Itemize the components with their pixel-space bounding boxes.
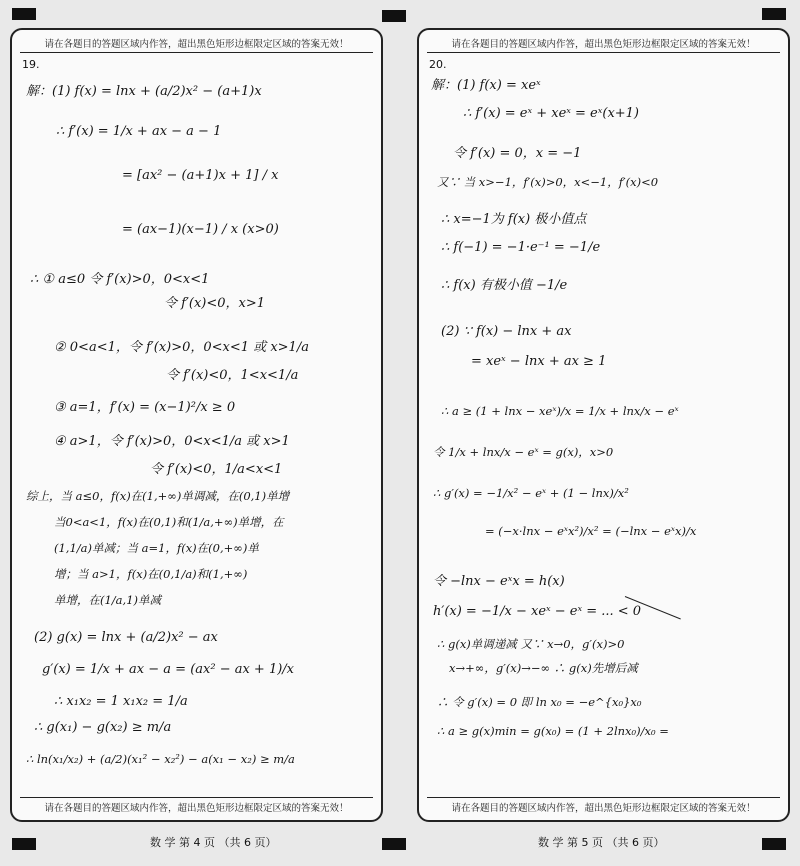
question-number: 19. [22, 58, 40, 71]
handwritten-line: ④ a>1，令 f′(x)>0，0<x<1/a 或 x>1 [54, 434, 290, 449]
handwritten-line: 单增，在(1/a,1)单减 [54, 593, 161, 607]
handwritten-line: 令 f′(x)<0，1/a<x<1 [150, 462, 283, 477]
handwritten-line: (2) g(x) = lnx + (a/2)x² − ax [34, 630, 218, 645]
bottom-notice: 请在各题目的答题区域内作答，超出黑色矩形边框限定区域的答案无效！ [451, 803, 756, 814]
registration-mark [12, 838, 36, 850]
handwritten-line: ② 0<a<1，令 f′(x)>0，0<x<1 或 x>1/a [54, 340, 309, 355]
top-notice: 请在各题目的答题区域内作答，超出黑色矩形边框限定区域的答案无效！ [44, 39, 349, 50]
handwritten-line: 令 −lnx − eˣx = h(x) [433, 574, 565, 589]
registration-mark [382, 838, 406, 850]
registration-mark [382, 10, 406, 22]
handwritten-line: ∴ f(x) 有极小值 −1/e [441, 278, 568, 293]
divider [427, 52, 780, 53]
divider [427, 797, 780, 798]
handwritten-line: h′(x) = −1/x − xeˣ − eˣ = ... < 0 [433, 604, 642, 619]
handwritten-line: ∴ x₁x₂ = 1 x₁x₂ = 1/a [54, 694, 188, 709]
question-number: 20. [429, 58, 447, 71]
handwritten-line: = xeˣ − lnx + ax ≥ 1 [471, 354, 607, 369]
bottom-notice: 请在各题目的答题区域内作答，超出黑色矩形边框限定区域的答案无效！ [44, 803, 349, 814]
handwritten-line: 又∵ 当 x>−1，f′(x)>0，x<−1，f′(x)<0 [437, 175, 659, 189]
page-footer-right: 数 学 第 5 页 （共 6 页） [538, 836, 665, 849]
handwritten-line: 令 f′(x)<0，1<x<1/a [166, 368, 299, 383]
handwritten-line: ∴ g(x₁) − g(x₂) ≥ m/a [34, 720, 172, 735]
handwritten-line: ∴ x=−1为 f(x) 极小值点 [441, 212, 587, 227]
handwritten-line: 令 f′(x)<0，x>1 [164, 296, 266, 311]
handwritten-line: (1,1/a)单减；当 a=1，f(x)在(0,+∞)单 [54, 541, 259, 555]
handwritten-line: ∴ f′(x) = eˣ + xeˣ = eˣ(x+1) [463, 106, 640, 121]
handwritten-line: = [ax² − (a+1)x + 1] / x [122, 168, 279, 183]
handwritten-line: 令 f′(x) = 0，x = −1 [453, 146, 582, 161]
handwritten-line: 综上，当 a≤0，f(x)在(1,+∞)单调减，在(0,1)单增 [26, 489, 290, 503]
answer-sheet-page-5 [417, 28, 790, 822]
divider [20, 797, 373, 798]
handwritten-line: ∴ g(x)单调递减 又∵ x→0，g′(x)>0 [437, 637, 625, 651]
handwritten-line: g′(x) = 1/x + ax − a = (ax² − ax + 1)/x [42, 662, 295, 677]
handwritten-line: x→+∞，g′(x)→−∞ ∴ g(x)先增后减 [449, 661, 638, 675]
handwritten-line: ∴ g′(x) = −1/x² − eˣ + (1 − lnx)/x² [433, 486, 629, 500]
handwritten-line: 解：(1) f(x) = xeˣ [431, 78, 541, 93]
top-notice: 请在各题目的答题区域内作答，超出黑色矩形边框限定区域的答案无效！ [451, 39, 756, 50]
handwritten-line: 解：(1) f(x) = lnx + (a/2)x² − (a+1)x [26, 84, 262, 99]
handwritten-line: 当0<a<1，f(x)在(0,1)和(1/a,+∞)单增，在 [54, 515, 284, 529]
handwritten-line: (2) ∵ f(x) − lnx + ax [441, 324, 572, 339]
handwritten-line: ∴ a ≥ g(x)min = g(x₀) = (1 + 2lnx₀)/x₀ = [437, 724, 669, 738]
handwritten-line: 增；当 a>1，f(x)在(0,1/a)和(1,+∞) [54, 567, 248, 581]
handwritten-line: ∴ f(−1) = −1·e⁻¹ = −1/e [441, 240, 601, 255]
handwritten-line: ∴ f′(x) = 1/x + ax − a − 1 [56, 124, 222, 139]
divider [20, 52, 373, 53]
page-footer-left: 数 学 第 4 页 （共 6 页） [150, 836, 277, 849]
registration-mark [12, 8, 36, 20]
handwritten-line: ③ a=1，f′(x) = (x−1)²/x ≥ 0 [54, 400, 236, 415]
handwritten-line: ∴ 令 g′(x) = 0 即 ln x₀ = −e^{x₀}x₀ [437, 695, 642, 709]
answer-sheet-page-4 [10, 28, 383, 822]
handwritten-line: ∴ ln(x₁/x₂) + (a/2)(x₁² − x₂²) − a(x₁ − x₂) ≥ m/a [26, 752, 295, 766]
registration-mark [762, 838, 786, 850]
registration-mark [762, 8, 786, 20]
handwritten-line: ∴ a ≥ (1 + lnx − xeˣ)/x = 1/x + lnx/x − eˣ [441, 404, 679, 418]
handwritten-line: ∴ ① a≤0 令 f′(x)>0，0<x<1 [30, 272, 210, 287]
handwritten-line: = (−x·lnx − eˣx²)/x² = (−lnx − eˣx)/x [485, 524, 697, 538]
handwritten-line: 令 1/x + lnx/x − eˣ = g(x)，x>0 [433, 445, 614, 459]
handwritten-line: = (ax−1)(x−1) / x (x>0) [122, 222, 279, 237]
